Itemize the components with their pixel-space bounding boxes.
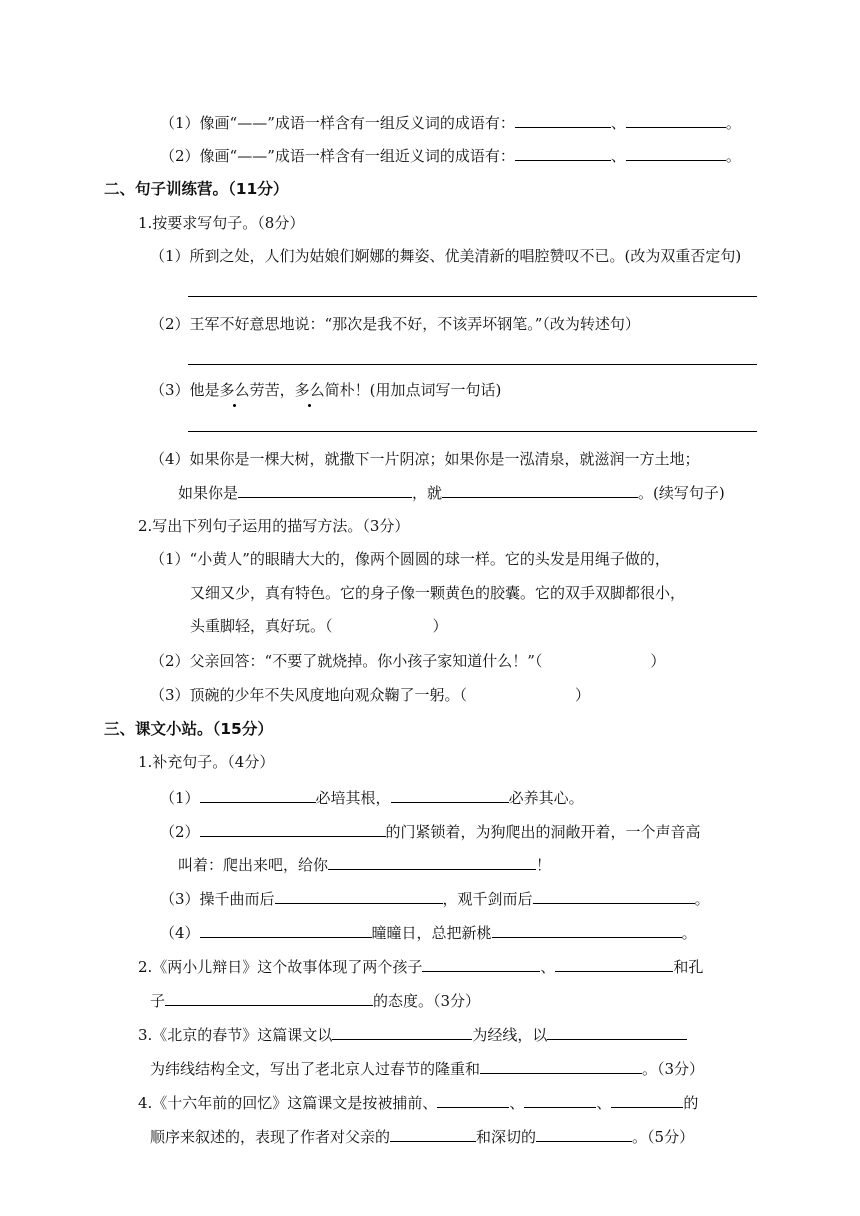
s3-q4-line1 bbox=[138, 1091, 698, 1114]
s1-q2-line bbox=[160, 144, 741, 167]
s3-q1b-blank-1[interactable] bbox=[200, 820, 386, 837]
s3-q1b-line1 bbox=[160, 820, 701, 843]
s2-q1d-line1: （4）如果你是一棵大树，就撒下一片阴凉；如果你是一泓清泉，就滋润一方土地； bbox=[150, 450, 700, 468]
s3-q3-blank-1[interactable] bbox=[332, 1023, 472, 1040]
s3-q4-blank-4[interactable] bbox=[390, 1125, 476, 1142]
s2-q1b-answer-line[interactable] bbox=[188, 364, 757, 365]
s3-q1d-post: 。 bbox=[681, 924, 697, 942]
s3-q1c-blank-1[interactable] bbox=[275, 887, 443, 904]
s2-q2c-line bbox=[150, 684, 590, 706]
s3-q1a-line bbox=[160, 786, 584, 809]
s3-q1b-post: 的门紧锁着，为狗爬出的洞敞开着，一个声音高 bbox=[385, 823, 701, 841]
s2-q2a-line2: 又细又少，真有特色。它的身子像一颗黄色的胶囊。它的双手双脚都很小， bbox=[190, 584, 686, 602]
s1-q1-line bbox=[160, 111, 741, 134]
s1-q1-end: 。 bbox=[725, 114, 741, 132]
s3-q3-mid: 为经线，以 bbox=[472, 1026, 548, 1044]
s3-q3-line2 bbox=[150, 1057, 704, 1080]
s3-q4-l2-post: 。（5分） bbox=[632, 1128, 695, 1146]
s2-q1d-line2 bbox=[178, 481, 725, 504]
s3-q4-sep-1: 、 bbox=[509, 1094, 525, 1112]
s3-q1a-mid: 必培其根， bbox=[315, 789, 391, 807]
s3-q3-blank-3[interactable] bbox=[480, 1057, 642, 1074]
s3-q1a-pre: （1） bbox=[160, 789, 200, 807]
s3-q1b2-post: ！ bbox=[536, 856, 552, 874]
s2-q1c-post: 简朴！(用加点词写一句话) bbox=[324, 381, 502, 399]
s2-q1b-text: （2）王军不好意思地说：“那次是我不好，不该弄坏钢笔。”（改为转述句） bbox=[150, 315, 640, 333]
s1-q1-text: （1）像画“——”成语一样含有一组反义词的成语有： bbox=[160, 114, 515, 132]
s3-q1b-line2 bbox=[178, 853, 551, 876]
s2-q1c-line bbox=[150, 379, 501, 401]
s2-q1-title: 1.按要求写句子。（8分） bbox=[138, 214, 305, 232]
s3-q1c-line bbox=[160, 887, 710, 910]
s3-q1c-post: 。 bbox=[694, 890, 710, 908]
s3-q1d-blank-2[interactable] bbox=[492, 921, 682, 938]
s2-q2a-close: ） bbox=[432, 617, 448, 635]
section3-title: 三、课文小站。（15分） bbox=[104, 720, 273, 738]
s3-q2-pre: 2.《两小儿辩日》这个故事体现了两个孩子 bbox=[138, 958, 423, 976]
s1-q2-blank-1[interactable] bbox=[515, 144, 611, 161]
s2-q1c-answer-line[interactable] bbox=[188, 431, 757, 432]
s3-q3-blank-2[interactable] bbox=[547, 1023, 687, 1040]
s2-q1a-answer-line[interactable] bbox=[188, 296, 757, 297]
s3-q2-blank-2[interactable] bbox=[555, 955, 673, 972]
s2-q2a-text3: 头重脚轻，真好玩。（ bbox=[190, 617, 333, 635]
s3-q1b-pre: （2） bbox=[160, 823, 200, 841]
s3-q4-l2-pre: 顺序来叙述的，表现了作者对父亲的 bbox=[150, 1128, 391, 1146]
s3-q4-blank-1[interactable] bbox=[437, 1091, 509, 1108]
s3-q4-blank-2[interactable] bbox=[524, 1091, 596, 1108]
s1-q2-end: 。 bbox=[725, 147, 741, 165]
s2-q2a-line1: （1）“小黄人”的眼睛大大的，像两个圆圆的球一样。它的头发是用绳子做的， bbox=[150, 550, 670, 568]
s3-q1d-pre: （4） bbox=[160, 924, 200, 942]
s3-q1a-blank-1[interactable] bbox=[200, 786, 316, 803]
s3-q4-post: 的 bbox=[683, 1094, 699, 1112]
s3-q1d-line bbox=[160, 921, 697, 944]
s3-q2-l2-pre: 子 bbox=[150, 992, 166, 1010]
s3-q1c-pre: （3）操千曲而后 bbox=[160, 890, 275, 908]
s1-q2-text: （2）像画“——”成语一样含有一组近义词的成语有： bbox=[160, 147, 515, 165]
s3-q1b-blank-2[interactable] bbox=[328, 853, 536, 870]
s2-q1a-text: （1）所到之处，人们为姑娘们婀娜的舞姿、优美清新的唱腔赞叹不已。(改为双重否定句) bbox=[150, 247, 742, 265]
s2-q2-title: 2.写出下列句子运用的描写方法。（3分） bbox=[138, 517, 410, 535]
dotted-word-1 bbox=[220, 381, 250, 399]
s3-q4-blank-5[interactable] bbox=[536, 1125, 632, 1142]
s3-q2-line2 bbox=[150, 989, 480, 1012]
s2-q2b-close: ） bbox=[650, 652, 666, 670]
s1-q1-sep: 、 bbox=[610, 114, 626, 132]
s3-q2-mid: 和孔 bbox=[673, 958, 704, 976]
s3-q1b2-pre: 叫着：爬出来吧，给你 bbox=[178, 856, 329, 874]
s3-q2-sep: 、 bbox=[540, 958, 556, 976]
s1-q1-blank-2[interactable] bbox=[626, 111, 726, 128]
s3-q2-line1 bbox=[138, 955, 703, 978]
s3-q2-blank-1[interactable] bbox=[422, 955, 540, 972]
s2-q1d-mid: ，就 bbox=[412, 484, 443, 502]
s3-q3-pre: 3.《北京的春节》这篇课文以 bbox=[138, 1026, 333, 1044]
s1-q2-blank-2[interactable] bbox=[626, 144, 726, 161]
s3-q3-line1 bbox=[138, 1023, 687, 1046]
s2-q1c-mid: 劳苦， bbox=[249, 381, 295, 399]
s3-q4-blank-3[interactable] bbox=[611, 1091, 683, 1108]
dotted-text-2: 多么 bbox=[294, 381, 325, 399]
s3-q4-sep-2: 、 bbox=[596, 1094, 612, 1112]
s3-q2-l2-post: 的态度。（3分） bbox=[373, 992, 481, 1010]
s2-q1d-blank-2[interactable] bbox=[442, 481, 638, 498]
s3-q1c-mid: ，观千剑而后 bbox=[442, 890, 533, 908]
s2-q1d-blank-1[interactable] bbox=[238, 481, 412, 498]
section2-title: 二、句子训练营。（11分） bbox=[104, 180, 289, 198]
s3-q4-pre: 4.《十六年前的回忆》这篇课文是按被捕前、 bbox=[138, 1094, 438, 1112]
dotted-text-1: 多么 bbox=[219, 381, 250, 399]
s2-q2b-line bbox=[150, 650, 665, 672]
s3-q1-title: 1.补充句子。（4分） bbox=[138, 753, 275, 771]
s3-q1a-post: 必养其心。 bbox=[508, 789, 584, 807]
s1-q1-blank-1[interactable] bbox=[515, 111, 611, 128]
s2-q1d-pre: 如果你是 bbox=[178, 484, 239, 502]
s3-q2-blank-3[interactable] bbox=[165, 989, 373, 1006]
s2-q1c-pre: （3）他是 bbox=[150, 381, 220, 399]
s3-q4-line2 bbox=[150, 1125, 694, 1148]
s2-q1d-post: 。(续写句子) bbox=[638, 484, 725, 502]
s2-q2b-text: （2）父亲回答：“不要了就烧掉。你小孩子家知道什么！”（ bbox=[150, 652, 543, 670]
s3-q4-l2-mid: 和深切的 bbox=[476, 1128, 537, 1146]
s2-q2a-line3 bbox=[190, 615, 448, 637]
s2-q2c-close: ） bbox=[575, 686, 591, 704]
s3-q1d-mid: 曈曈日，总把新桃 bbox=[371, 924, 492, 942]
s3-q1c-blank-2[interactable] bbox=[533, 887, 695, 904]
s3-q1d-blank-1[interactable] bbox=[200, 921, 372, 938]
s3-q1a-blank-2[interactable] bbox=[391, 786, 509, 803]
s2-q2c-text: （3）顶碗的少年不失风度地向观众鞠了一躬。（ bbox=[150, 686, 468, 704]
s3-q3-l2-post: 。（3分） bbox=[642, 1060, 705, 1078]
s1-q2-sep: 、 bbox=[610, 147, 626, 165]
s3-q3-l2-pre: 为纬线结构全文，写出了老北京人过春节的隆重和 bbox=[150, 1060, 481, 1078]
